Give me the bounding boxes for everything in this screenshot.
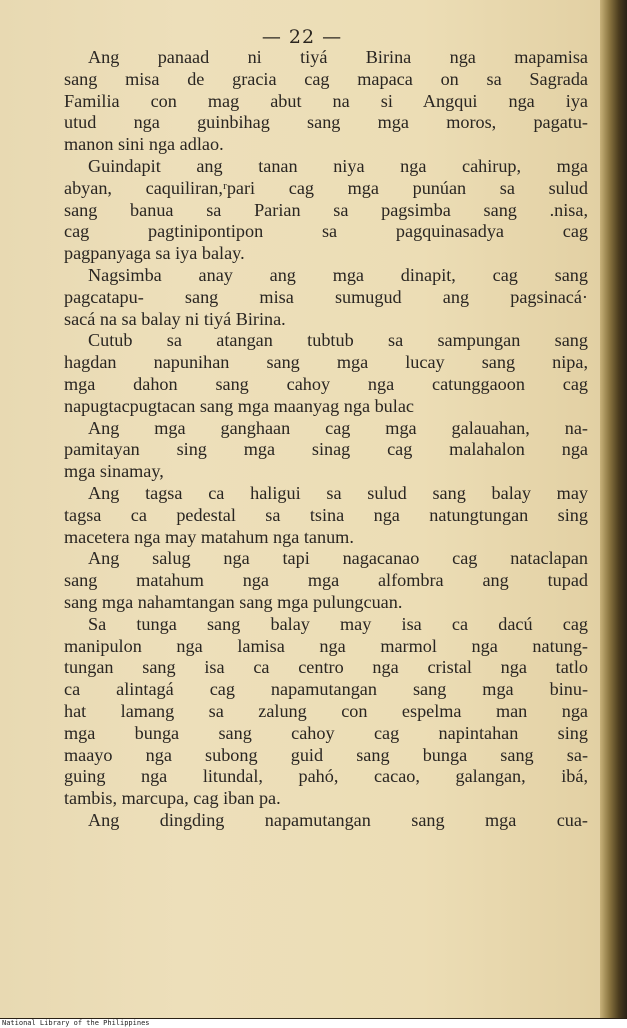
text-line: pamitayan sing mga sinag cag malahalon nga [64,439,588,460]
book-spine-edge [600,0,627,1018]
text-line: Ang salug nga tapi nagacanao cag nataclapan [88,548,588,569]
text-line: hat lamang sa zalung con espelma man nga [64,700,588,721]
text-line: tagsa ca pedestal sa tsina nga natungtungan sing [64,504,588,525]
text-line: ca alintagá cag napamutangan sang mga binu- [64,679,588,700]
text-line: Cutub sa atangan tubtub sa sampungan sang [88,330,588,351]
text-line: pagcatapu- sang misa sumugud ang pagsinacá· [64,286,588,307]
text-line: macetera nga may matahum nga tanum. [64,526,354,547]
text-line: sang banua sa Parian sa pagsimba sang .nisa, [64,199,588,220]
text-line: Ang mga ganghaan cag mga galauahan, na- [88,417,588,438]
text-line: maayo nga subong guid sang bunga sang sa- [64,744,588,765]
text-line: Familia con mag abut na si Angqui nga iya [64,90,588,111]
text-line: tungan sang isa ca centro nga cristal nga tatlo [64,657,588,678]
text-line: Ang panaad ni tiyá Birina nga mapamisa [88,47,588,67]
text-line: sacá na sa balay ni tiyá Birina. [64,308,286,329]
text-line: mga dahon sang cahoy nga catunggaoon cag [64,373,588,394]
text-line: manipulon nga lamisa nga marmol nga natung- [64,635,588,656]
text-line: sang misa de gracia cag mapaca on sa Sagrada [64,68,588,89]
page-number: — 22 — [261,26,343,48]
text-line: guing nga litundal, pahó, cacao, galangan, ibá, [64,766,588,787]
text-line: napugtacpugtacan sang mga maanyag nga bulac [64,395,414,416]
text-line: manon sini nga adlao. [64,134,224,155]
page-text-body [64,47,588,832]
text-line: abyan, caquiliran,ʳpari cag mga punúan sa sulud [64,177,588,198]
text-line: pagpanyaga sa iya balay. [64,243,245,264]
text-line: sang mga nahamtangan sang mga pulungcuan. [64,591,403,612]
text-line: hagdan napunihan sang mga lucay sang nipa, [64,352,588,373]
text-line: mga sinamay, [64,461,164,482]
text-line: Sa tunga sang balay may isa ca dacú cag [88,613,588,634]
text-line: Nagsimba anay ang mga dinapit, cag sang [88,264,588,285]
text-line: Guindapit ang tanan niya nga cahirup, mga [88,155,588,176]
text-line: Ang dingding napamutangan sang mga cua- [88,809,588,830]
text-line: mga bunga sang cahoy cag napintahan sing [64,722,588,743]
text-line: cag pagtinipontipon sa pagquinasadya cag [64,221,588,242]
text-line: utud nga guinbihag sang mga moros, pagatu- [64,112,588,133]
text-line: tambis, marcupa, cag iban pa. [64,788,281,809]
source-credit: National Library of the Philippines [0,1019,627,1028]
text-line: Ang tagsa ca haligui sa sulud sang balay may [88,482,588,503]
text-line: sang matahum nga mga alfombra ang tupad [64,570,588,591]
